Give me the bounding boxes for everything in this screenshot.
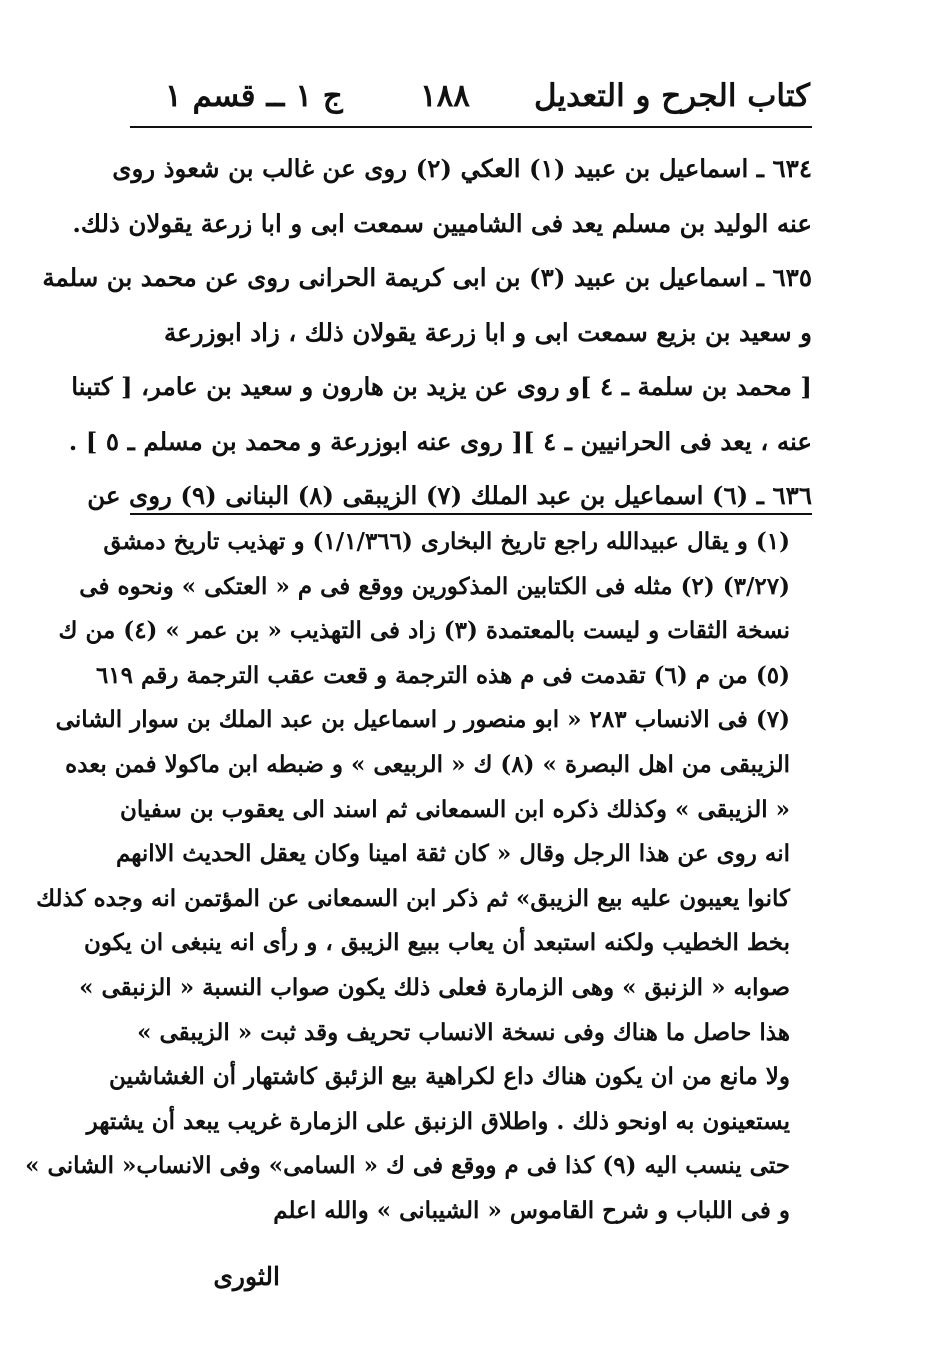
footnote-line: حتى ينسب اليه (٩) كذا فى م ووقع فى ك « السامى» وفى الانساب« الشانى »: [25, 1152, 790, 1180]
footnote-line: كانوا يعيبون عليه بيع الزيبق» ثم ذكر ابن السمعانى عن المؤتمن انه وجده كذلك: [36, 884, 790, 912]
book-title: كتاب الجرح و التعديل: [533, 78, 810, 114]
footnote-rule: [130, 513, 812, 515]
footnote-line: و فى اللباب و شرح القاموس « الشيبانى » والله اعلم: [273, 1196, 790, 1224]
footnote-line: (٣/٢٧) (٢) مثله فى الكتابين المذكورين ووقع فى م « العتكى » ونحوه فى: [79, 572, 790, 600]
page-number: ١٨٨: [420, 78, 470, 114]
text-line: ٦٣٦ ـ (٦) اسماعيل بن عبد الملك (٧) الزيبقى (٨) البنانى (٩) روى عن: [87, 481, 812, 510]
footnote-line: « الزيبقى » وكذلك ذكره ابن السمعانى ثم اسند الى يعقوب بن سفيان: [120, 795, 790, 823]
text-line: ٦٣٤ ـ اسماعيل بن عبيد (١) العكي (٢) روى عن غالب بن شعوذ روى: [112, 154, 812, 183]
page-header: [130, 78, 810, 122]
text-line: عنه ، يعد فى الحرانيين ـ ٤ ][ روى عنه ابوزرعة و محمد بن مسلم ـ ٥ ] .: [68, 426, 812, 456]
footnote-line: (٥) من م (٦) تقدمت فى م هذه الترجمة و قعت عقب الترجمة رقم ٦١٩: [95, 661, 790, 689]
text-line: ٦٣٥ ـ اسماعيل بن عبيد (٣) بن ابى كريمة الحرانى روى عن محمد بن سلمة: [42, 263, 812, 292]
main-text: [42, 142, 812, 524]
footnote-line: (٧) فى الانساب ٢٨٣ « ابو منصور ر اسماعيل بن عبد الملك بن سوار الشانى: [55, 706, 790, 734]
footnote-line: ولا مانع من ان يكون هناك داع لكراهية بيع الزئبق كاشتهار أن الغشاشين: [109, 1063, 790, 1091]
footnote-line: نسخة الثقات و ليست بالمعتمدة (٣) زاد فى التهذيب « بن عمر » (٤) من ك: [58, 617, 790, 645]
footnote-line: هذا حاصل ما هناك وفى نسخة الانساب تحريف وقد ثبت « الزيبقى »: [137, 1018, 790, 1046]
catchword: الثورى: [213, 1262, 280, 1291]
footnotes: [25, 520, 790, 1234]
footnote-line: يستعينون به اونحو ذلك . واطلاق الزنبق على الزمارة غريب يبعد أن يشتهر: [86, 1107, 790, 1135]
footnote-line: بخط الخطيب ولكنه استبعد أن يعاب ببيع الزيبق ، و رأى انه ينبغى ان يكون: [83, 929, 790, 957]
text-line: [ محمد بن سلمة ـ ٤ ]و روى عن يزيد بن هارون و سعيد بن عامر، [ كتبنا: [71, 372, 812, 401]
footnote-line: الزيبقى من اهل البصرة » (٨) ك « الربيعى » و ضبطه ابن ماكولا فمن بعده: [65, 750, 790, 778]
text-line: و سعيد بن بزيع سمعت ابى و ابا زرعة يقولان ذلك ، زاد ابوزرعة: [164, 317, 812, 347]
footnote-line: انه روى عن هذا الرجل وقال « كان ثقة امينا وكان يعقل الحديث الاانهم: [115, 840, 790, 868]
text-line: عنه الوليد بن مسلم يعد فى الشاميين سمعت ابى و ابا زرعة يقولان ذلك.: [72, 208, 812, 238]
footnote-line: صوابه « الزنبق » وهى الزمارة فعلى ذلك يكون صواب النسبة « الزنبقى »: [79, 973, 790, 1001]
volume-part: ج ١ ــ قسم ١: [165, 78, 343, 114]
header-rule: [130, 126, 812, 128]
footnote-line: (١) و يقال عبيدالله راجع تاريخ البخارى (١/١/٣٦٦) و تهذيب تاريخ دمشق: [103, 528, 790, 555]
